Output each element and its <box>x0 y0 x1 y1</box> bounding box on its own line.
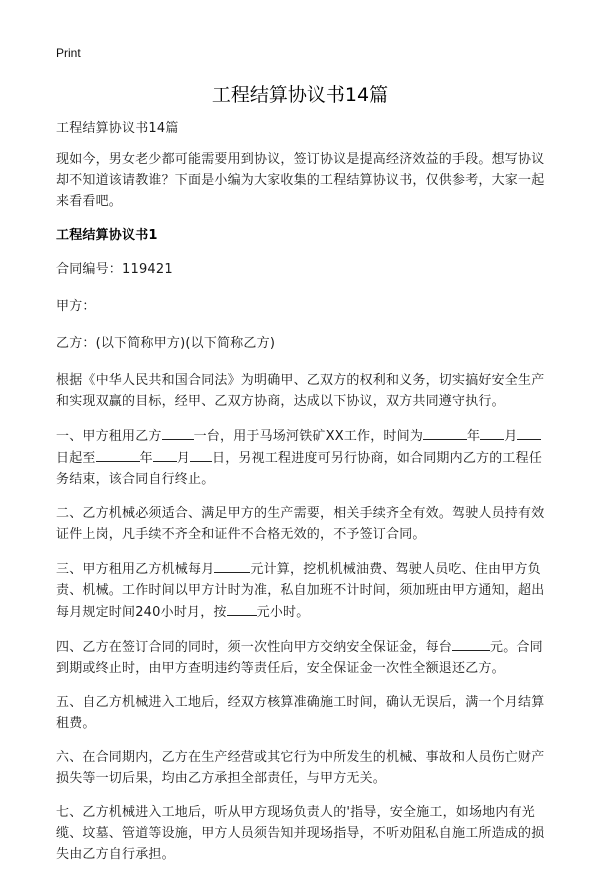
blank-field <box>96 447 140 462</box>
blank-field <box>153 447 177 462</box>
clause-1-text: 月 <box>176 451 191 466</box>
document-subtitle: 工程结算协议书14篇 <box>56 121 179 136</box>
clause-2: 二、乙方机械必须适合、满足甲方的生产需要，相关手续齐全有效。驾驶人员持有效证件上岗，凡手续不齐全和证件不合格无效的，不予签订合同。 <box>56 506 545 542</box>
clause-1-text: 日起至 <box>56 451 96 466</box>
print-link[interactable]: Print <box>56 46 81 60</box>
blank-field <box>480 425 504 440</box>
clause-1-text: 年 <box>139 451 153 466</box>
clause-3-text: 元计算，挖机机械油费、驾驶人员吃、住由甲方负责、机械。工作时间以甲方计时为准，私自加班不计时间，须加班由甲方通知，超出每月规定时间240小时月，按 <box>56 562 545 620</box>
blank-field <box>162 425 194 440</box>
party-a-line: 甲方： <box>56 299 96 314</box>
clause-1 <box>56 425 551 490</box>
intro-paragraph: 现如今，男女老少都可能需要用到协议，签订协议是提高经济效益的手段。想写协议却不知道该请教谁？下面是小编为大家收集的工程结算协议书，仅供参考，大家一起来看看吧。 <box>56 152 545 209</box>
clause-1-text: 月 <box>504 429 518 444</box>
blank-field <box>423 425 467 440</box>
clause-4 <box>56 636 551 679</box>
section-heading: 工程结算协议书1 <box>56 228 158 243</box>
clause-4-text: 四、乙方在签订合同的同时，须一次性向甲方交纳安全保证金，每台 <box>56 640 453 655</box>
document-body <box>56 118 551 878</box>
clause-1-text: 一台，用于马场河铁矿XX工作，时间为 <box>193 429 424 444</box>
clause-1-text: 一、甲方租用乙方 <box>56 429 162 444</box>
contract-number: 合同编号：119421 <box>56 262 173 277</box>
clause-5: 五、自乙方机械进入工地后，经双方核算准确施工时间，确认无误后，满一个月结算租费。 <box>56 695 545 731</box>
clause-1-text: 年 <box>467 429 481 444</box>
blank-field <box>227 601 257 616</box>
blank-field <box>190 447 212 462</box>
page-title: 工程结算协议书14篇 <box>211 84 389 106</box>
blank-field <box>517 425 541 440</box>
contract-basis-paragraph: 根据《中华人民共和国合同法》为明确甲、乙双方的权利和义务，切实搞好安全生产和实现双赢的目标，经甲、乙双方协商，达成以下协议，双方共同遵守执行。 <box>56 373 545 409</box>
clause-7: 七、乙方机械进入工地后，听从甲方现场负责人的'指导，安全施工，如场地内有光缆、坟墓、管道等设施，甲方人员须告知并现场指导，不听劝阻私自施工所造成的损失由乙方自行承担。 <box>56 805 545 862</box>
blank-field <box>452 636 490 651</box>
clause-3-text: 元小时。 <box>256 605 310 620</box>
clause-3 <box>56 558 551 623</box>
party-b-line: 乙方：(以下简称甲方)(以下简称乙方) <box>56 336 276 351</box>
clause-3-text: 三、甲方租用乙方机械每月 <box>56 562 215 577</box>
blank-field <box>214 558 250 573</box>
clause-4-text: 元。合同到期或终止时，由甲方查明违约等责任后，安全保证金一次性全额退还乙方。 <box>56 640 543 676</box>
clause-6: 六、在合同期内，乙方在生产经营或其它行为中所发生的机械、事故和人员伤亡财产损失等一切后果，均由乙方承担全部责任，与甲方无关。 <box>56 750 545 786</box>
clause-1-text: 日，另视工程进度可另行协商，如合同期内乙方的工程任务结束，该合同自行终止。 <box>56 451 543 487</box>
